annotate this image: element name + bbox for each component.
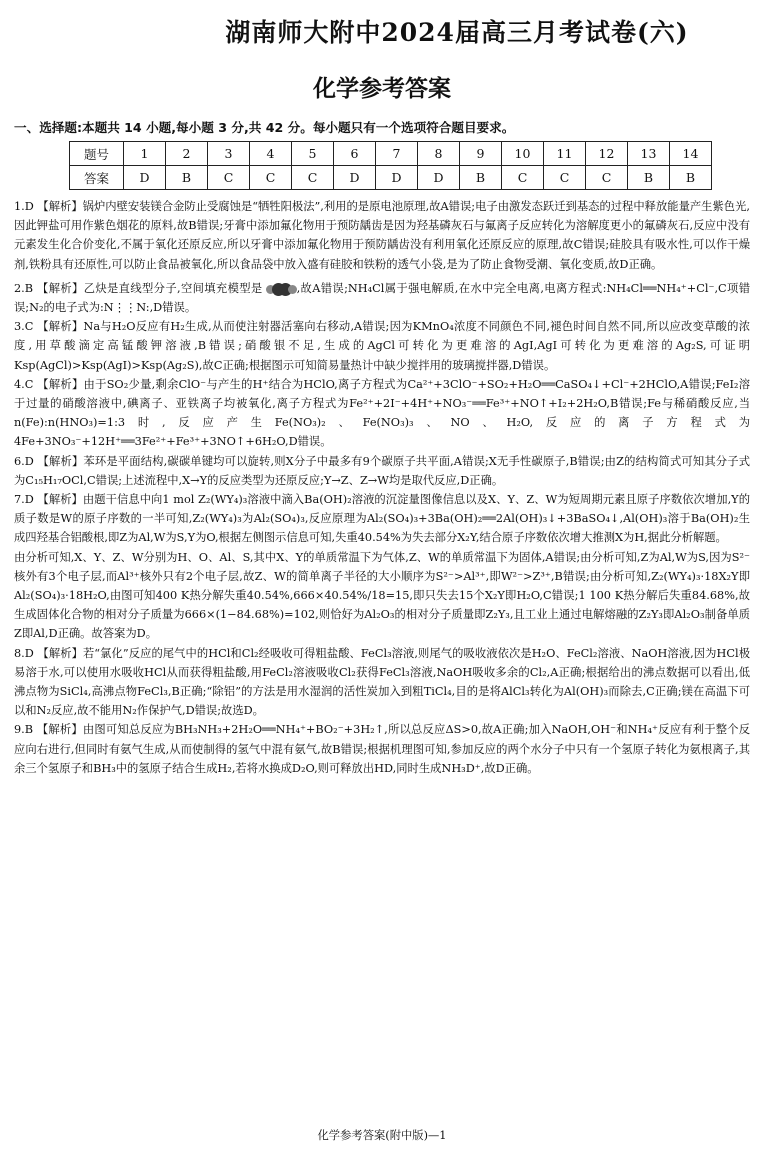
section-heading: 一、选择题:本题共 14 小题,每小题 3 分,共 42 分。每小题只有一个选项符合题目要求。	[14, 120, 515, 135]
table-row-answers	[70, 166, 712, 190]
question-number: 8	[418, 142, 460, 166]
answer-item-9: 9.B 【解析】由图可知总反应为BH₃NH₃+2H₂O══NH₄⁺+BO₂⁻+3H₂↑,所以总反应ΔS>0,故A正确;加入NaOH,OH⁻和NH₄⁺反应有利于整个反应向右进行,但同时有氨气生成,从而使制得的氢气中混有氨气,故B错误;根据机理图可知,参加反应的两个水分子中只有一个氢原子转化为氨根离子,其余三个氢原子和BH₃中的氢原子结合生成H₂,若将水换成D₂O,则可释放出HD,同时生成NH₃D⁺,故D正确。	[14, 723, 750, 775]
row-label: 答案	[70, 166, 124, 190]
answer-cell: D	[376, 166, 418, 190]
question-number: 9	[460, 142, 502, 166]
question-number: 14	[670, 142, 712, 166]
answer-item-2-part-a: 2.B 【解析】乙炔是直线型分子,空间填充模型是	[14, 281, 263, 295]
question-number: 4	[250, 142, 292, 166]
page-subtitle: 化学参考答案	[313, 75, 451, 102]
answer-item-7	[14, 490, 750, 644]
table-row-numbers	[70, 142, 712, 166]
answer-cell: B	[460, 166, 502, 190]
answer-item-4: 4.C 【解析】由于SO₂少量,剩余ClO⁻与产生的H⁺结合为HClO,离子方程式为Ca²⁺+3ClO⁻+SO₂+H₂O══CaSO₄↓+Cl⁻+2HClO,A错误;FeI₂溶于过量的硝酸溶液中,碘离子、亚铁离子均被氧化,离子方程式为Fe²⁺+2I⁻+4H⁺+NO₃⁻══Fe³⁺+NO↑+I₂+2H₂O,B错误;Fe与稀硝酸反应,当n(Fe):n(HNO₃)=1:3时,反应产生Fe(NO₃)₂、Fe(NO₃)₃、NO、H₂O,反应的离子方程式为4Fe+3NO₃⁻+12H⁺══3Fe²⁺+Fe³⁺+3NO↑+6H₂O,D错误。	[14, 377, 750, 449]
answer-cell: C	[586, 166, 628, 190]
question-number: 10	[502, 142, 544, 166]
answer-cell: C	[544, 166, 586, 190]
question-number: 11	[544, 142, 586, 166]
question-number: 5	[292, 142, 334, 166]
answer-item-7-para-2: 由分析可知,X、Y、Z、W分别为H、O、Al、S,其中X、Y的单质常温下为气体,Z、W的单质常温下为固体,A错误;由分析可知,Z为Al,W为S,因为S²⁻核外有3个电子层,而Al³⁺核外只有2个电子层,故Z、W的简单离子半径的大小顺序为S²⁻>Al³⁺,即W²⁻>Z³⁺,B错误;由分析可知,Z₂(WY₄)₃·18X₂Y即Al₂(SO₄)₃·18H₂O,由图可知400 K热分解失重40.54%,666×40.54%/18=15,即只失去15个X₂Y即H₂O,C错误;1 100 K热分解后失重84.68%,故生成固体化合物的相对分子质量为666×(1−84.68%)=102,则恰好为Al₂O₃的相对分子质量即Z₂Y₃,且工业上通过电解熔融的Z₂Y₃即Al₂O₃制备单质Z即Al,D正确。故答案为D。	[14, 550, 750, 641]
answer-item-7-para-1: 7.D 【解析】由题干信息中向1 mol Z₂(WY₄)₃溶液中滴入Ba(OH)₂溶液的沉淀量图像信息以及X、Y、Z、W为短周期元素且原子序数依次增加,Y的质子数是W的原子序数的一半可知,Z₂(WY₄)₃为Al₂(SO₄)₃,反应原理为Al₂(SO₄)₃+3Ba(OH)₂══2Al(OH)₃↓+3BaSO₄↓,Al(OH)₃溶于Ba(OH)₂生成四羟基合铝酸根,即Z为Al,W为S,Y为O,根据左侧图示信息可知,失重40.54%为失去部分X₂Y,结合原子序数依次增大推测X为H,据此分析解题。	[14, 493, 750, 545]
answer-cell: B	[670, 166, 712, 190]
answer-cell: C	[292, 166, 334, 190]
answer-item-8: 8.D 【解析】若“氯化”反应的尾气中的HCl和Cl₂经吸收可得粗盐酸、FeCl₃溶液,则尾气的吸收液依次是H₂O、FeCl₂溶液、NaOH溶液,因为HCl极易溶于水,可以使用水吸收HCl从而获得粗盐酸,用FeCl₂溶液吸收Cl₂获得FeCl₃溶液,NaOH吸收多余的Cl₂,A正确;根据给出的沸点数据可以看出,低沸点物为SiCl₄,高沸点物FeCl₃,B正确;“除铝”的方法是用水湿润的活性炭加入到粗TiCl₄,目的是将AlCl₃转化为Al(OH)₃而除去,C正确;镁在高温下可以和N₂反应,故不能用N₂作保护气,D错误;故选D。	[14, 646, 750, 718]
question-number: 6	[334, 142, 376, 166]
answer-cell: C	[250, 166, 292, 190]
answer-cell: B	[628, 166, 670, 190]
question-number: 13	[628, 142, 670, 166]
question-number: 1	[124, 142, 166, 166]
answer-cell: D	[124, 166, 166, 190]
question-number: 2	[166, 142, 208, 166]
exam-title: 湖南师大附中2024届高三月考试卷(六)	[225, 18, 689, 47]
answer-item-2	[14, 279, 750, 317]
question-number: 12	[586, 142, 628, 166]
question-number: 3	[208, 142, 250, 166]
row-label: 题号	[70, 142, 124, 166]
answer-cell: B	[166, 166, 208, 190]
answer-item-6: 6.D 【解析】苯环是平面结构,碳碳单键均可以旋转,则X分子中最多有9个碳原子共平面,A错误;X无手性碳原子,B错误;由Z的结构简式可知其分子式为C₁₅H₁₇OCl,C错误;上述流程中,X→Y的反应类型为还原反应;Y→Z、Z→W均是取代反应,D正确。	[14, 454, 750, 487]
answer-cell: D	[334, 166, 376, 190]
answer-cell: C	[502, 166, 544, 190]
answer-item-2-part-b: ,故A错误;NH₄Cl属于强电解质,在水中完全电离,电离方程式:NH₄Cl══NH₄⁺+Cl⁻,C项错误;N₂的电子式为:N⋮⋮N:,D错误。	[14, 281, 751, 315]
answer-item-1: 1.D 【解析】锅炉内壁安装镁合金防止受腐蚀是“牺牲阳极法”,利用的是原电池原理,故A错误;电子由激发态跃迁到基态的过程中释放能量产生紫色光,因此钾盐可用作紫色烟花的原料,故B错误;牙膏中添加氟化物用于预防龋齿是因为羟基磷灰石与氟离子反应转化为溶解度更小的氟磷灰石,反应中没有元素发生化合价变化,不属于氧化还原反应,所以牙膏中添加氟化物用于预防龋齿没有利用氧化还原反应的原理,故C错误;硅胶具有吸水性,可以作干燥剂,铁粉具有还原性,可以防止食品被氧化,所以食品袋中放入盛有硅胶和铁粉的透气小袋,是为了防止食物受潮、氧化变质,故D正确。	[14, 200, 750, 271]
question-number: 7	[376, 142, 418, 166]
answer-cell: C	[208, 166, 250, 190]
acetylene-model-icon	[263, 282, 297, 296]
page-footer: 化学参考答案(附中版)—1	[317, 1129, 447, 1142]
answer-cell: D	[418, 166, 460, 190]
answer-item-3: 3.C 【解析】Na与H₂O反应有H₂生成,从而使注射器活塞向右移动,A错误;因为KMnO₄浓度不同颜色不同,褪色时间自然不同,所以应改变草酸的浓度,用草酸滴定高锰酸钾溶液,B错误;硝酸银不足,生成的AgCl可转化为更难溶的AgI,AgI可转化为更难溶的Ag₂S,可证明Ksp(AgCl)>Ksp(AgI)>Ksp(Ag₂S),故C正确;根据图示可知简易量热计中缺少搅拌用的玻璃搅拌器,D错误。	[14, 320, 750, 372]
answer-table	[69, 141, 712, 190]
